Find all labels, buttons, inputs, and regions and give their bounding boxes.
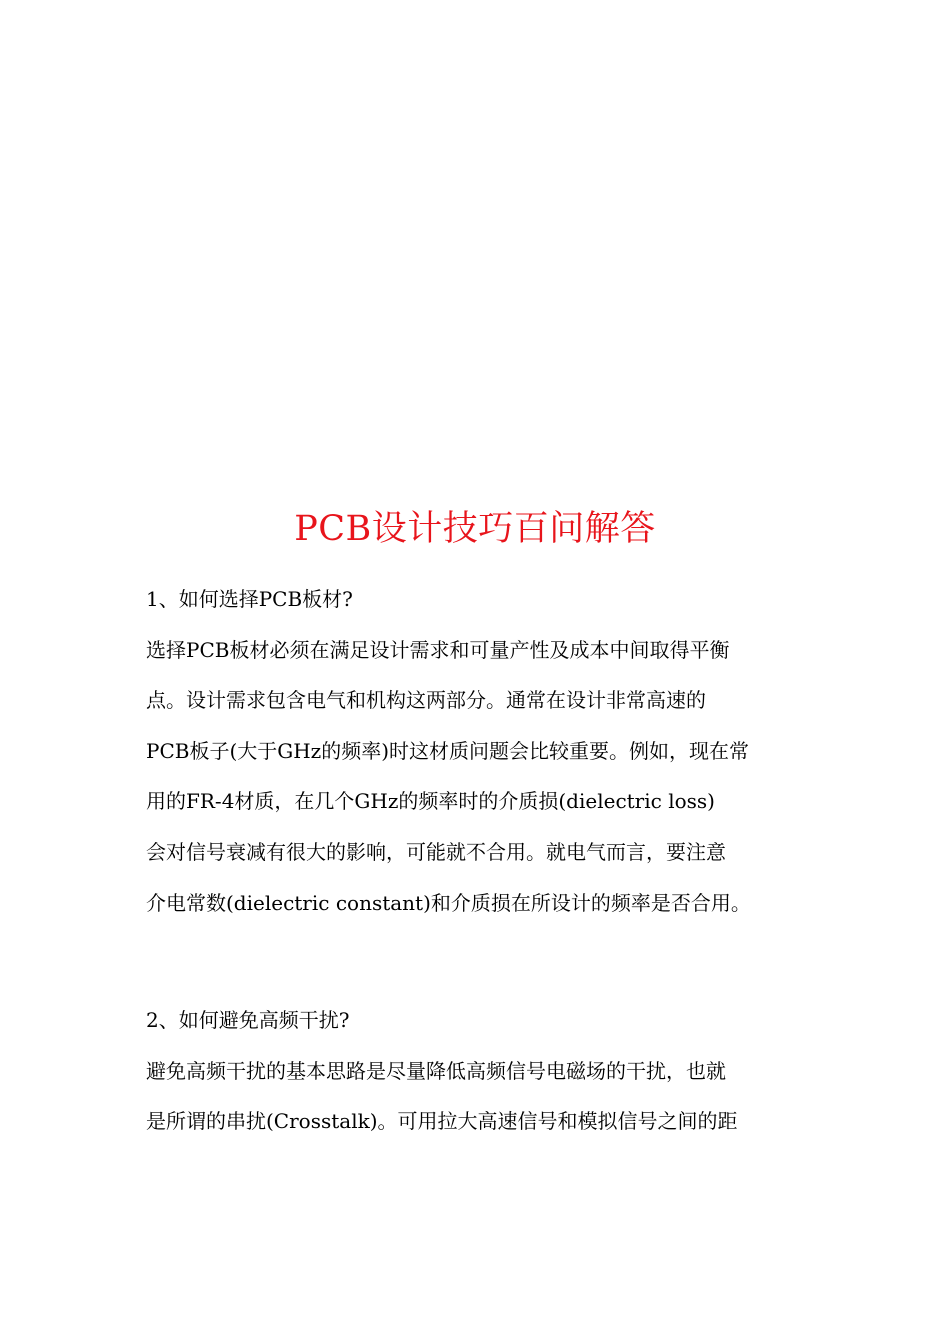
answer-1-line-1: 选择PCB板材必须在满足设计需求和可量产性及成本中间取得平衡 (146, 637, 730, 662)
answer-1-line-5: 会对信号衰减有很大的影响，可能就不合用。就电气而言，要注意 (146, 839, 726, 864)
qa-section-1 (146, 574, 846, 928)
question-2: 2、如何避免高频干扰? (146, 1008, 350, 1032)
answer-1-line-3: PCB板子(大于GHz的频率)时这材质问题会比较重要。例如，现在常 (146, 738, 750, 763)
answer-1-line-2: 点。设计需求包含电气和机构这两部分。通常在设计非常高速的 (146, 688, 706, 713)
answer-2-line-2: 是所谓的串扰(Crosstalk)。可用拉大高速信号和模拟信号之间的距 (146, 1109, 738, 1134)
qa-section-2 (146, 995, 846, 1147)
answer-2-line-1: 避免高频干扰的基本思路是尽量降低高频信号电磁场的干扰，也就 (146, 1058, 726, 1083)
answer-1-line-6: 介电常数(dielectric constant)和介质损在所设计的频率是否合用。 (146, 890, 751, 915)
question-1: 1、如何选择PCB板材? (146, 587, 353, 611)
document-title: PCB设计技巧百问解答 (294, 509, 656, 549)
answer-1-line-4: 用的FR-4材质，在几个GHz的频率时的介质损(dielectric loss) (146, 789, 715, 814)
